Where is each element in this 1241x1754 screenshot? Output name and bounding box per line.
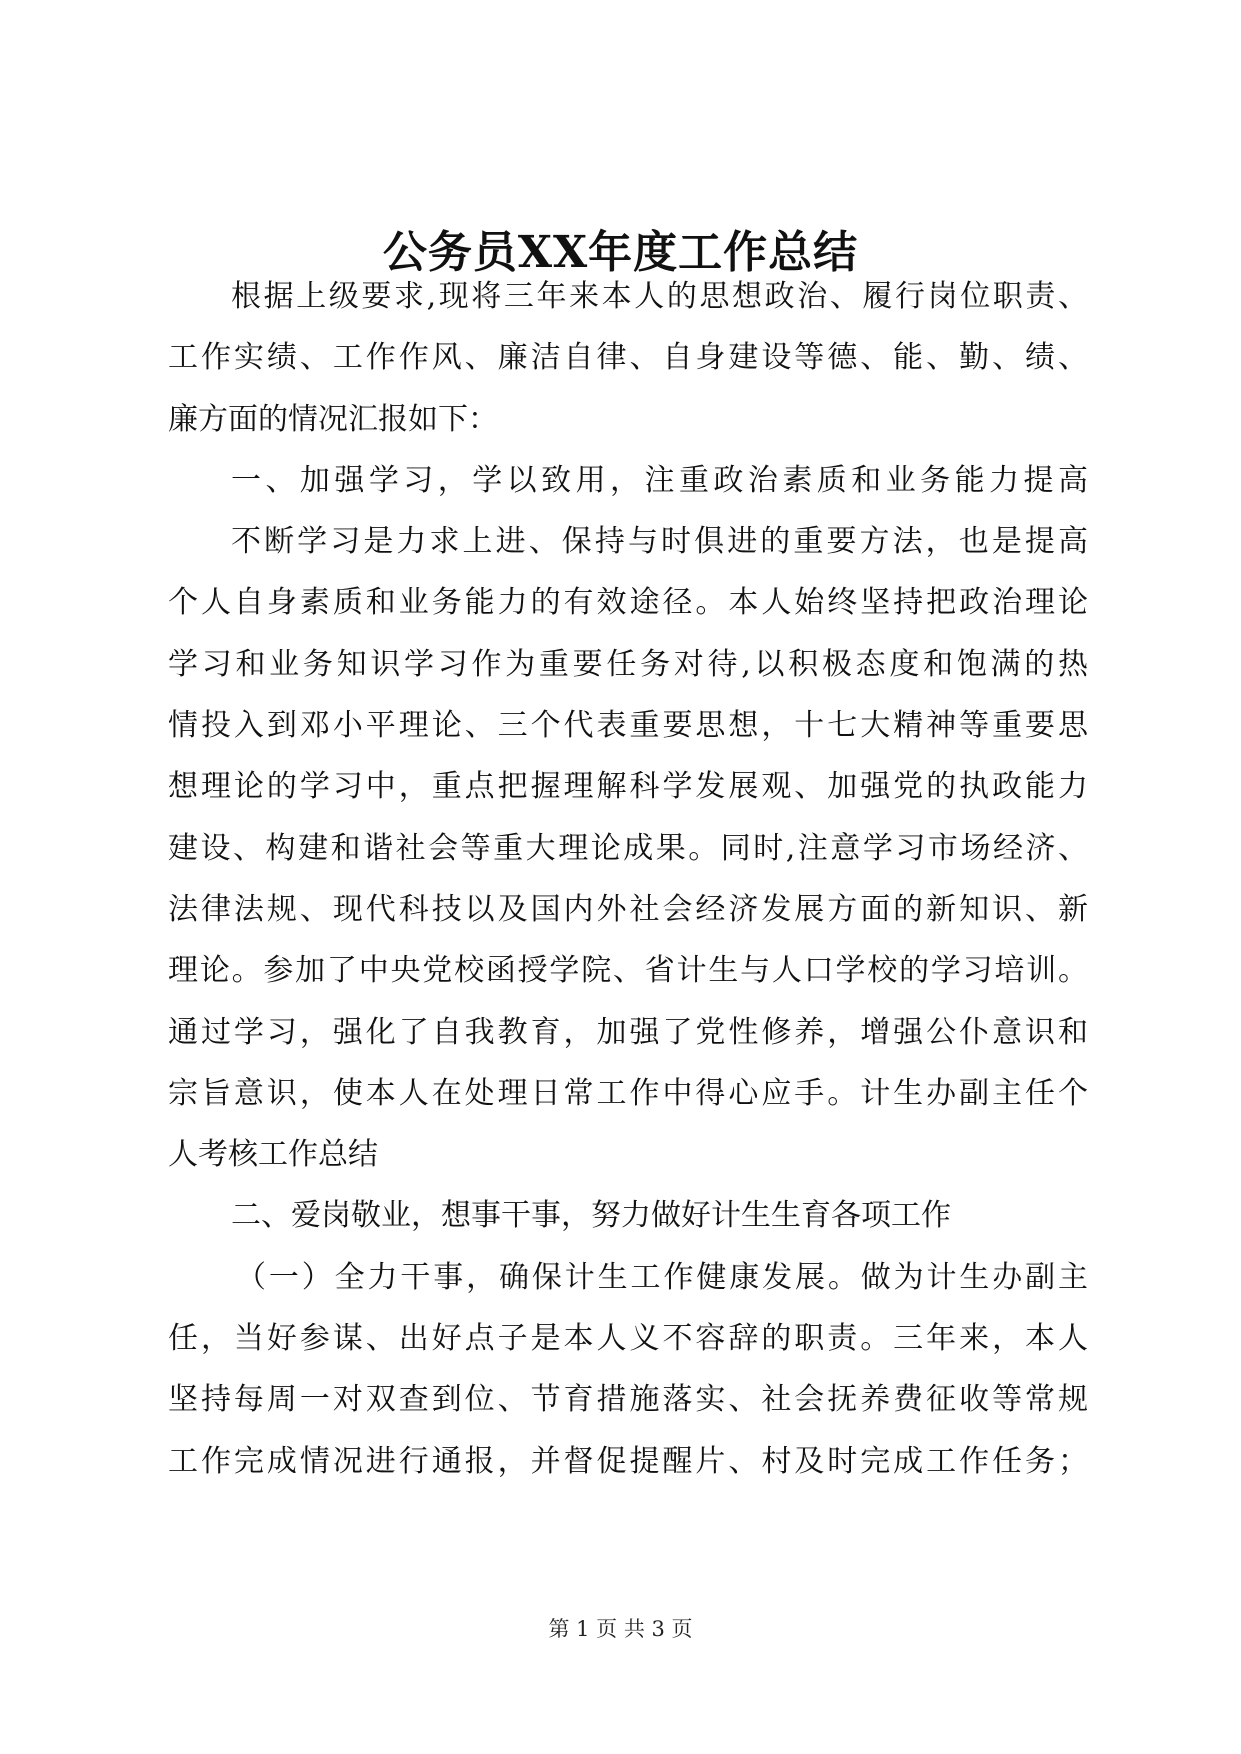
- body-line: 情投入到邓小平理论、三个代表重要思想，十七大精神等重要思: [168, 708, 1088, 744]
- body-line: 学习和业务知识学习作为重要任务对待,以积极态度和饱满的热: [168, 646, 1088, 682]
- page-number-footer: 第 1 页 共 3 页: [548, 1617, 693, 1641]
- body-line: 个人自身素质和业务能力的有效途径。本人始终坚持把政治理论: [168, 585, 1088, 621]
- body-line: 廉方面的情况汇报如下：: [168, 401, 498, 437]
- body-line: 建设、构建和谐社会等重大理论成果。同时,注意学习市场经济、: [168, 830, 1088, 866]
- body-line: 坚持每周一对双查到位、节育措施落实、社会抚养费征收等常规: [168, 1382, 1088, 1418]
- body-line: 理论。参加了中央党校函授学院、省计生与人口学校的学习培训。: [168, 953, 1088, 989]
- body-line: 宗旨意识，使本人在处理日常工作中得心应手。计生办副主任个: [168, 1075, 1088, 1111]
- body-line: 根据上级要求,现将三年来本人的思想政治、履行岗位职责、: [231, 279, 1088, 314]
- body-line: 通过学习，强化了自我教育，加强了党性修养，增强公仆意识和: [168, 1014, 1088, 1050]
- body-line: 工作完成情况进行通报，并督促提醒片、村及时完成工作任务；: [168, 1443, 1088, 1479]
- document-title: 公务员XX年度工作总结: [382, 227, 859, 278]
- section-heading: 一、加强学习，学以致用，注重政治素质和业务能力提高: [231, 462, 1088, 498]
- body-line: （一）全力干事，确保计生工作健康发展。做为计生办副主: [236, 1259, 1088, 1295]
- body-line: 工作实绩、工作作风、廉洁自律、自身建设等德、能、勤、绩、: [168, 340, 1088, 376]
- body-line: 法律法规、现代科技以及国内外社会经济发展方面的新知识、新: [168, 891, 1088, 927]
- body-line: 不断学习是力求上进、保持与时俱进的重要方法，也是提高: [231, 524, 1088, 560]
- body-line: 想理论的学习中，重点把握理解科学发展观、加强党的执政能力: [168, 769, 1088, 805]
- body-line: 任，当好参谋、出好点子是本人义不容辞的职责。三年来，本人: [168, 1321, 1088, 1357]
- body-line: 人考核工作总结: [168, 1137, 378, 1173]
- section-heading: 二、爱岗敬业，想事干事，努力做好计生生育各项工作: [231, 1198, 951, 1234]
- document-body: [168, 266, 1088, 1492]
